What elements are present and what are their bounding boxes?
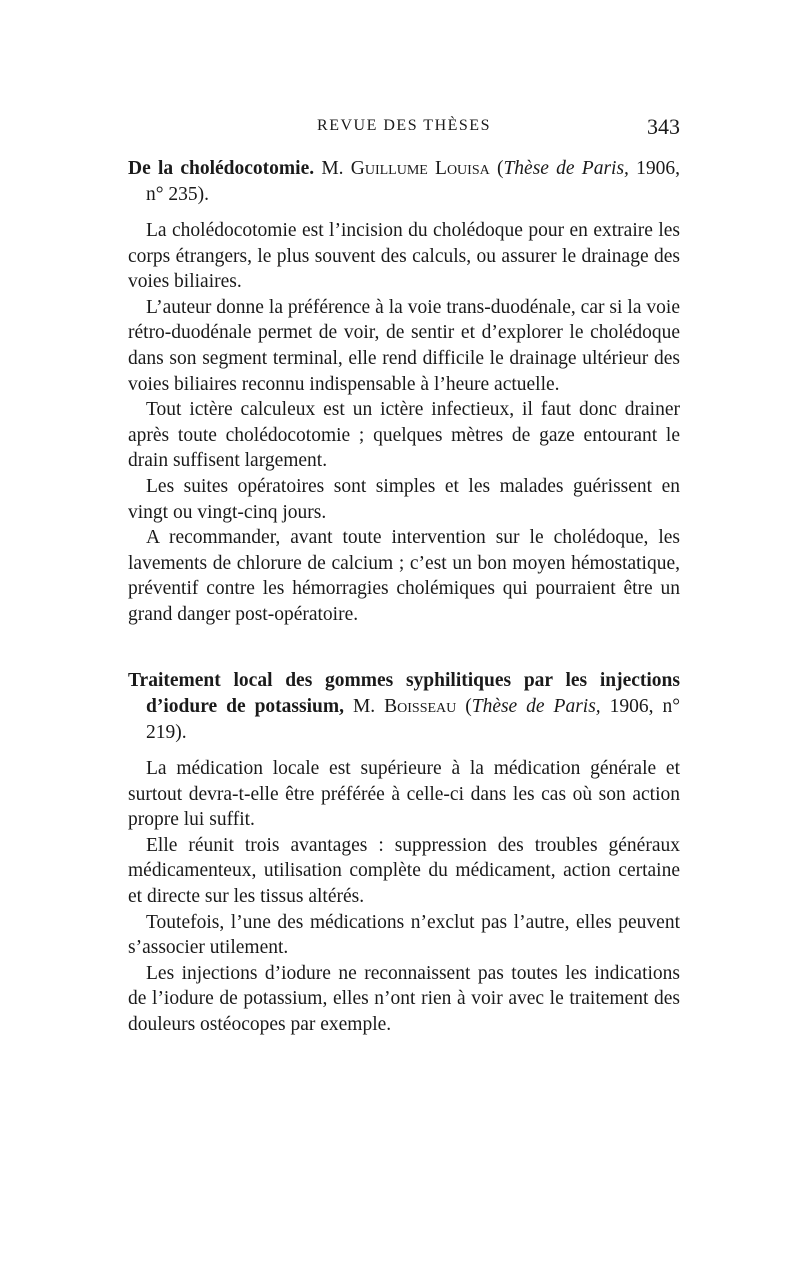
paragraph: L’auteur donne la préférence à la voie trans-duodénale, car si la voie rétro-duodénale permet de voir, de sentir et d’explorer le cholédoque dans son segment terminal, elle rend difficile le drainage ultérieur des voies biliaires reconnu indispensable à l’heure actuelle. <box>128 296 680 395</box>
article-gommes-syphilitiques <box>128 668 680 1038</box>
paragraph: Tout ictère calculeux est un ictère infectieux, il faut donc drainer après toute cholédocotomie ; quelques mètres de gaze entourant le drain suffisent largement. <box>128 399 680 472</box>
author-prefix: M. <box>321 158 344 179</box>
author-name: Guillume Louisa <box>350 158 490 179</box>
source-title: Thèse de Paris, <box>503 158 629 179</box>
author-prefix: M. <box>352 696 376 717</box>
running-title: REVUE DES THÈSES <box>317 117 491 134</box>
paragraph: Elle réunit trois avantages : suppression des troubles généraux médicamenteux, utilisation complète du médicament, action certaine et directe sur les tissus altérés. <box>128 834 680 907</box>
article-heading <box>128 156 680 208</box>
source-details: 1906, n° 235). <box>146 158 681 205</box>
paragraph: Les suites opératoires sont simples et les malades guérissent en vingt ou vingt-cinq jours. <box>128 475 680 523</box>
paragraph: La médication locale est supérieure à la médication générale et surtout devra-t-elle être préférée à celle-ci dans les cas où son action propre lui suffit. <box>128 758 680 831</box>
page-number: 343 <box>647 114 680 139</box>
paragraph: Toutefois, l’une des médications n’exclut pas l’autre, elles peuvent s’associer utilement. <box>128 911 680 959</box>
source-open: ( <box>496 158 504 179</box>
source-details: 1906, n° 219). <box>146 696 681 743</box>
author-name: Boisseau <box>384 696 457 717</box>
article-title: De la cholédocotomie. <box>128 158 315 179</box>
source-title: Thèse de Paris, <box>471 696 601 717</box>
paragraph: La cholédocotomie est l’incision du cholédoque pour en extraire les corps étrangers, le plus souvent des calculs, ou assurer le drainage des voies biliaires. <box>128 220 680 293</box>
source-open: ( <box>465 696 472 717</box>
running-head <box>128 116 680 140</box>
paragraph: Les injections d’iodure ne reconnaissent pas toutes les indications de l’iodure de potassium, elles n’ont rien à voir avec le traitement des douleurs ostéocopes par exemple. <box>128 962 680 1035</box>
article-heading <box>128 668 680 746</box>
article-title: Traitement local des gommes syphilitiques par les injections d’iodure de potassium, <box>128 670 680 717</box>
article-choledocotomie <box>128 156 680 628</box>
paragraph: A recommander, avant toute intervention sur le cholédoque, les lavements de chlorure de calcium ; c’est un bon moyen hémostatique, préventif contre les hémorragies cholémiques qui pourraient être un grand danger post-opératoire. <box>128 527 680 625</box>
